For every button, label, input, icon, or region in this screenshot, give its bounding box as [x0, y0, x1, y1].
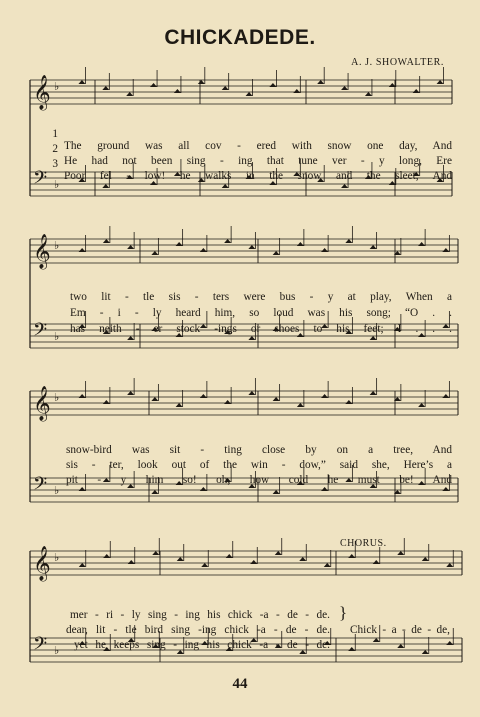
lyric-text: yet he keeps sing - ing his chick -a - de - de. — [74, 639, 330, 651]
shape-note-head — [365, 92, 372, 96]
shape-note-head — [150, 83, 157, 87]
shape-note-head — [200, 248, 207, 252]
shape-note-head — [151, 251, 158, 255]
lyric-text: two lit - tle sis - ters were bus - y at play, When a — [70, 291, 452, 303]
shape-note-head — [373, 560, 380, 564]
shape-note-head — [413, 89, 420, 93]
verse-number: 2 — [52, 143, 58, 155]
shape-note-head — [127, 391, 134, 395]
shape-note-head — [248, 245, 255, 249]
lyric-text: mer - ri - ly sing - ing his chick -a - de - de. — [70, 609, 330, 621]
lyric-line — [40, 146, 452, 194]
shape-note-head — [324, 563, 331, 567]
shape-note-head — [103, 554, 110, 558]
shape-note-head — [321, 394, 328, 398]
flat-key-icon: ♭ — [54, 484, 60, 497]
shape-note-head — [442, 248, 449, 252]
shape-note-head — [317, 80, 324, 84]
shape-note-head — [103, 400, 110, 404]
lyric-line — [350, 612, 450, 648]
shape-note-head — [174, 89, 181, 93]
shape-note-head — [321, 248, 328, 252]
chorus-label: CHORUS. — [340, 538, 387, 549]
flat-key-icon: ♭ — [54, 330, 60, 343]
shape-note-head — [128, 560, 135, 564]
shape-note-head — [297, 242, 304, 246]
shape-note-head — [78, 80, 85, 84]
flat-key-icon: ♭ — [54, 644, 60, 657]
shape-note-head — [370, 391, 377, 395]
flat-key-icon: ♭ — [54, 551, 60, 564]
shape-note-head — [370, 245, 377, 249]
shape-note-head — [222, 86, 229, 90]
lyric-text: dear, lit - tle bird sing -ing chick -a - de - de. — [66, 624, 330, 636]
shape-note-head — [127, 245, 134, 249]
lyric-text: snow-bird was sit - ting close by on a tree, And — [66, 444, 452, 456]
shape-note-head — [151, 397, 158, 401]
shape-note-head — [341, 86, 348, 90]
bass-clef-icon: 𝄢 — [33, 320, 48, 345]
shape-note-head — [103, 239, 110, 243]
shape-note-head — [224, 400, 231, 404]
shape-note-head — [246, 92, 253, 96]
shape-note-head — [177, 557, 184, 561]
shape-note-head — [250, 560, 257, 564]
shape-note-head — [348, 554, 355, 558]
bass-clef-icon: 𝄢 — [33, 634, 48, 659]
lyric-line — [40, 311, 452, 347]
shape-note-head — [345, 400, 352, 404]
shape-note-head — [345, 239, 352, 243]
shape-note-head — [418, 403, 425, 407]
shape-note-head — [176, 242, 183, 246]
shape-note-head — [299, 557, 306, 561]
shape-note-head — [126, 92, 133, 96]
chorus-brace: } — [339, 603, 348, 622]
treble-clef-icon: 𝄞 — [33, 546, 51, 581]
verse-number: 1 — [52, 128, 58, 140]
shape-note-head — [437, 80, 444, 84]
page-number: 44 — [232, 676, 248, 692]
lyric-text: Poor fel - low! he walks in the snow and the sleet, And — [64, 170, 452, 182]
shape-note-head — [446, 563, 453, 567]
lyric-text: Em - i - ly heard him, so loud was his song; “O . . — [70, 307, 452, 319]
flat-key-icon: ♭ — [54, 391, 60, 404]
shape-note-head — [269, 83, 276, 87]
chorus-lyric: Chick - a - de - de, — [350, 624, 450, 636]
shape-note-head — [422, 557, 429, 561]
flat-key-icon: ♭ — [54, 178, 60, 191]
lyric-line — [40, 462, 452, 498]
shape-note-head — [442, 394, 449, 398]
shape-note-head — [397, 551, 404, 555]
composer-credit: A. J. SHOWALTER. — [351, 57, 444, 68]
bass-clef-icon: 𝄢 — [33, 168, 48, 193]
shape-note-head — [422, 650, 429, 654]
shape-note-head — [102, 86, 109, 90]
shape-note-head — [79, 563, 86, 567]
verse-number: 3 — [52, 158, 58, 170]
shape-note-head — [152, 551, 159, 555]
hymn-title: CHICKADEDE. — [164, 26, 316, 49]
lyric-text: pit - y him so! oh, how cold he must be! And — [66, 474, 452, 486]
shape-note-head — [201, 563, 208, 567]
shape-note-head — [273, 397, 280, 401]
shape-note-head — [418, 242, 425, 246]
shape-note-head — [293, 89, 300, 93]
shape-note-head — [248, 391, 255, 395]
lyric-line — [40, 627, 330, 663]
lyric-text: has neith - er stock -ings or shoes to his feet; I . . . — [70, 323, 452, 335]
bass-clef-icon: 𝄢 — [33, 474, 48, 499]
shape-note-head — [200, 394, 207, 398]
lyric-text: sis - ter, look out of the win - dow,” said she, Here’s a — [66, 459, 452, 471]
shape-note-head — [79, 248, 86, 252]
shape-note-head — [176, 403, 183, 407]
treble-clef-icon: 𝄞 — [33, 75, 51, 110]
treble-clef-icon: 𝄞 — [33, 386, 51, 421]
shape-note-head — [198, 80, 205, 84]
shape-note-head — [226, 554, 233, 558]
shape-note-head — [273, 251, 280, 255]
flat-key-icon: ♭ — [54, 239, 60, 252]
flat-key-icon: ♭ — [54, 80, 60, 93]
treble-clef-icon: 𝄞 — [33, 234, 51, 269]
shape-note-head — [79, 394, 86, 398]
lyric-text: The ground was all cov - ered with snow one day, And — [64, 140, 452, 152]
shape-note-head — [224, 239, 231, 243]
lyric-text: He had not been sing - ing that tune ver - y long, Ere — [64, 155, 452, 167]
shape-note-head — [297, 403, 304, 407]
shape-note-head — [275, 551, 282, 555]
